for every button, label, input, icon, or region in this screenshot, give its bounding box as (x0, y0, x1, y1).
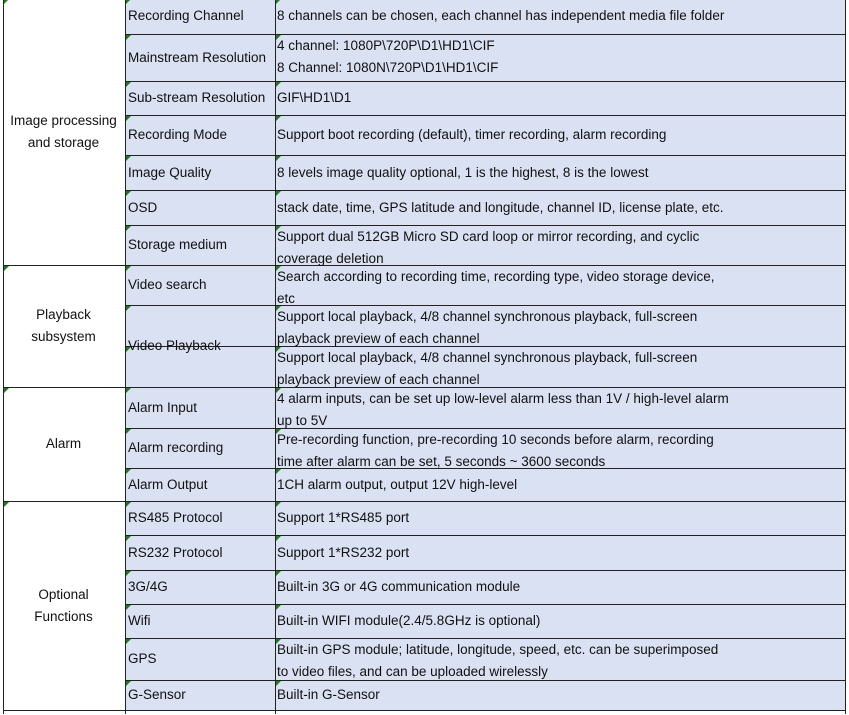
section-label-line: Functions (34, 608, 93, 624)
description-line: coverage deletion (277, 251, 384, 266)
cell-marker (126, 639, 131, 644)
description-line: 4 alarm inputs, can be set up low-level alarm less than 1V / high-level alarm (277, 391, 729, 406)
description-line: Search according to recording time, recording type, video storage device, (277, 269, 715, 284)
cell-marker (276, 469, 281, 474)
section-label-line: Image processing (10, 112, 117, 128)
cell-marker (126, 35, 131, 40)
cell-marker (276, 156, 281, 161)
cell-marker (126, 681, 131, 686)
row-divider (125, 710, 845, 711)
feature-cell: Recording Mode (128, 127, 228, 142)
feature-cell: GPS (128, 651, 157, 666)
feature-cell: G-Sensor (128, 687, 186, 702)
cell-marker (126, 191, 131, 196)
description-line: 4 channel: 1080P\720P\D1\HD1\CIF (277, 38, 495, 53)
section-label (3, 584, 124, 628)
section-divider (3, 501, 125, 502)
cell-marker (126, 536, 131, 541)
cell-marker (126, 0, 131, 4)
feature-cell: Video Playback (128, 338, 221, 353)
cell-marker (126, 116, 131, 121)
cell-marker (276, 266, 281, 271)
section-divider (3, 387, 125, 388)
cell-marker (126, 306, 131, 311)
section-label-line: Alarm (45, 436, 82, 451)
feature-cell: 3G/4G (128, 579, 168, 594)
feature-cell: Alarm Output (128, 476, 208, 492)
feature-cell: Sub-stream Resolution (128, 90, 266, 105)
section-label-line: Playback (36, 307, 91, 322)
description-line: 8 channels can be chosen, each channel has independent media file folder (277, 8, 725, 23)
cell-marker (126, 605, 131, 610)
cell-marker (126, 156, 131, 161)
cell-marker (276, 681, 281, 686)
cell-marker (4, 266, 9, 271)
description-line: Pre-recording function, pre-recording 10 seconds before alarm, recording (277, 432, 714, 447)
description-line: up to 5V (277, 413, 328, 428)
description-line: Built-in WIFI module(2.4/5.8GHz is optional) (277, 613, 541, 628)
description-line: Built-in GPS module; latitude, longitude, speed, etc. can be superimposed (277, 642, 719, 657)
cell-marker (126, 429, 131, 434)
feature-cell: RS232 Protocol (128, 544, 223, 560)
description-line: Support local playback, 4/8 channel synchronous playback, full-screen (277, 350, 698, 365)
row-band (126, 502, 845, 535)
cell-marker (126, 266, 131, 271)
description-line: Built-in 3G or 4G communication module (277, 579, 521, 594)
row-divider (125, 535, 845, 536)
cell-marker (276, 347, 281, 352)
description-line: to video files, and can be uploaded wirelessly (277, 664, 548, 679)
section-label (3, 110, 124, 154)
row-divider (125, 81, 845, 82)
cell-marker (126, 502, 131, 507)
description-line: Built-in G-Sensor (277, 687, 380, 702)
row-band (126, 681, 845, 710)
cell-marker (276, 82, 281, 87)
row-divider (125, 115, 845, 116)
row-divider (125, 155, 845, 156)
description-line: 8 Channel: 1080N\720P\D1\HD1\CIF (277, 60, 499, 75)
cell-marker (276, 429, 281, 434)
description-line: stack date, time, GPS latitude and longitude, channel ID, license plate, etc. (277, 199, 724, 215)
cell-marker (4, 388, 9, 393)
feature-cell: Wifi (128, 613, 151, 628)
cell-marker (126, 82, 131, 87)
feature-cell: Recording Channel (128, 8, 244, 23)
cell-marker (276, 536, 281, 541)
feature-cell: OSD (128, 199, 158, 215)
cell-marker (276, 306, 281, 311)
description-line: etc (277, 291, 296, 306)
row-divider (125, 501, 845, 502)
cell-marker (276, 571, 281, 576)
feature-cell: Mainstream Resolution (128, 49, 267, 65)
cell-marker (276, 116, 281, 121)
section-label-line: Optional (38, 586, 89, 602)
section-label-line: subsystem (31, 329, 96, 344)
feature-cell: Image Quality (128, 164, 212, 180)
description-line: Support 1*RS485 port (277, 510, 410, 525)
cell-marker (126, 388, 131, 393)
section-divider (3, 710, 125, 711)
row-divider (125, 190, 845, 191)
row-band (126, 536, 845, 570)
description-line: Support local playback, 4/8 channel synchronous playback, full-screen (277, 309, 698, 324)
description-line: time after alarm can be set, 5 seconds ~ 3600 seconds (277, 454, 606, 469)
feature-cell: Video search (128, 277, 207, 292)
description-line: playback preview of each channel (277, 331, 480, 346)
feature-cell: Storage medium (128, 237, 228, 252)
cell-marker (276, 502, 281, 507)
row-divider (125, 570, 845, 571)
cell-marker (4, 0, 9, 4)
description-line: 1CH alarm output, output 12V high-level (277, 476, 518, 492)
feature-cell: RS485 Protocol (128, 510, 223, 525)
cell-marker (276, 605, 281, 610)
section-label (3, 433, 124, 455)
description-line: Support boot recording (default), timer recording, alarm recording (277, 127, 667, 142)
feature-cell: Alarm Input (128, 399, 198, 415)
cell-marker (126, 571, 131, 576)
cell-marker (126, 469, 131, 474)
cell-marker (276, 388, 281, 393)
description-line: playback preview of each channel (277, 372, 480, 387)
description-line: 8 levels image quality optional, 1 is the highest, 8 is the lowest (277, 164, 649, 180)
cell-marker (126, 347, 131, 352)
description-line: GIF\HD1\D1 (277, 90, 352, 105)
cell-marker (126, 226, 131, 231)
cell-marker (276, 226, 281, 231)
description-line: Support dual 512GB Micro SD card loop or mirror recording, and cyclic (277, 229, 700, 244)
cell-marker (276, 35, 281, 40)
cell-marker (276, 191, 281, 196)
section-divider (3, 265, 125, 266)
cell-marker (276, 639, 281, 644)
section-label-line: and storage (27, 134, 100, 150)
cell-marker (4, 502, 9, 507)
section-label (3, 304, 124, 348)
column-divider (845, 0, 846, 714)
cell-marker (276, 0, 281, 4)
row-divider (125, 604, 845, 605)
description-line: Support 1*RS232 port (277, 544, 410, 560)
feature-cell: Alarm recording (128, 440, 224, 455)
